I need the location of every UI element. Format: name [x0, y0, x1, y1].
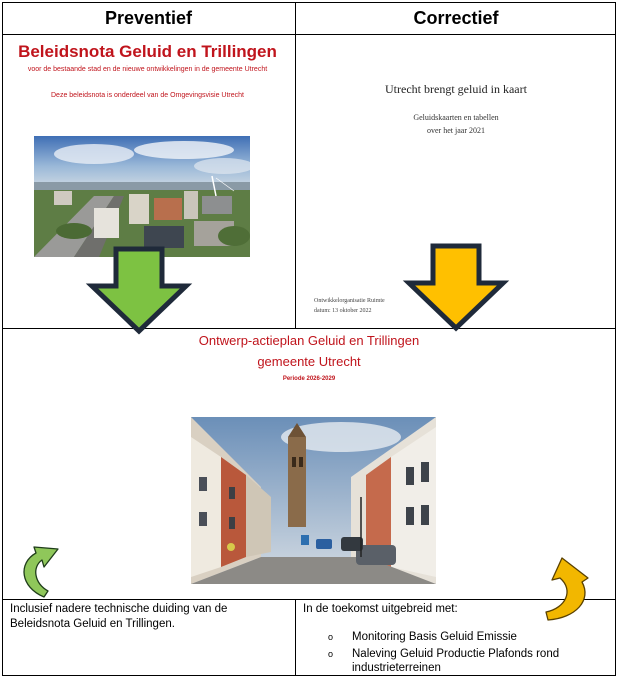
geluidskaart-subtitle-2: over het jaar 2021	[427, 126, 485, 135]
list-item	[328, 630, 618, 646]
geluidskaart-title: Utrecht brengt geluid in kaart	[385, 82, 527, 96]
geluidskaart-org: Ontwikkelorganisatie Ruimte	[314, 298, 385, 304]
beleidsnota-subtitle: voor de bestaande stad en de nieuwe ontwikkelingen in de gemeente Utrecht	[27, 66, 268, 73]
column-divider-bottom	[295, 599, 296, 676]
bottom-left-text: Inclusief nadere technische duiding van de Beleidsnota Geluid en Trillingen.	[10, 603, 228, 630]
header-preventief: Preventief	[104, 7, 193, 28]
column-divider-top	[295, 2, 296, 329]
actieplan-title-1: Ontwerp-actieplan Geluid en Trillingen	[198, 333, 420, 348]
yellow-down-arrow-icon	[405, 243, 507, 331]
actieplan-period: Periode 2026-2029	[282, 376, 336, 382]
beleidsnota-note: Deze beleidsnota is onderdeel van de Omgevingsvisie Utrecht	[51, 92, 244, 99]
bullet-marker: o	[328, 632, 334, 642]
beleidsnota-title: Beleidsnota Geluid en Trillingen	[18, 42, 277, 61]
header-correctief: Correctief	[413, 7, 499, 28]
list-item	[328, 647, 618, 677]
green-curved-arrow-icon	[14, 537, 66, 599]
city-aerial-photo	[34, 136, 250, 257]
actieplan-title-2: gemeente Utrecht	[257, 354, 361, 369]
utrecht-street-photo	[191, 417, 436, 584]
bottom-right-intro: In de toekomst uitgebreid met:	[303, 603, 458, 615]
geluidskaart-date: datum: 13 oktober 2022	[314, 308, 372, 314]
header-divider	[2, 34, 616, 35]
bullet-text: Monitoring Basis Geluid Emissie	[352, 631, 517, 643]
bullet-marker: o	[328, 649, 334, 659]
geluidskaart-subtitle-1: Geluidskaarten en tabellen	[413, 113, 499, 122]
row-divider-bottom	[2, 599, 616, 600]
green-down-arrow-icon	[88, 246, 190, 334]
bullet-text: Naleving Geluid Productie Plafonds rond industrieterreinen	[352, 648, 560, 674]
